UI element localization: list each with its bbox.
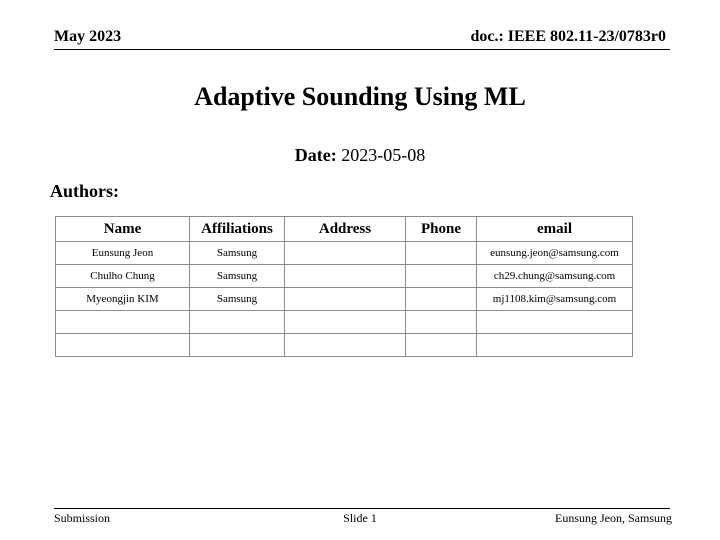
table-header-row (56, 217, 633, 242)
slide-title: Adaptive Sounding Using ML (194, 82, 526, 111)
cell-address (285, 265, 406, 288)
header-doc-id: doc.: IEEE 802.11-23/0783r0 (470, 28, 666, 45)
column-header-address: Address (285, 217, 406, 242)
cell-phone (406, 334, 477, 357)
cell-affiliation (190, 311, 285, 334)
cell-name (56, 334, 190, 357)
footer-slide-number: Slide 1 (343, 511, 377, 525)
table-row (56, 288, 633, 311)
cell-email: eunsung.jeon@samsung.com (477, 242, 633, 265)
table-row (56, 311, 633, 334)
cell-address (285, 311, 406, 334)
cell-address (285, 242, 406, 265)
cell-name (56, 311, 190, 334)
footer-author: Eunsung Jeon, Samsung (555, 511, 672, 525)
cell-name: Myeongjin KIM (56, 288, 190, 311)
date-label: Date: (294, 145, 337, 165)
column-header-name: Name (56, 217, 190, 242)
authors-heading: Authors: (50, 181, 120, 201)
authors-table (55, 216, 633, 357)
column-header-email: email (477, 217, 633, 242)
footer-divider (54, 508, 670, 509)
date-value: 2023-05-08 (341, 145, 426, 165)
column-header-affiliations: Affiliations (190, 217, 285, 242)
cell-affiliation: Samsung (190, 242, 285, 265)
cell-name: Chulho Chung (56, 265, 190, 288)
cell-address (285, 288, 406, 311)
table-row (56, 265, 633, 288)
cell-affiliation: Samsung (190, 288, 285, 311)
cell-affiliation (190, 334, 285, 357)
cell-phone (406, 288, 477, 311)
cell-phone (406, 265, 477, 288)
cell-affiliation: Samsung (190, 265, 285, 288)
date-line (0, 145, 720, 166)
header-divider (54, 49, 670, 50)
cell-phone (406, 311, 477, 334)
column-header-phone: Phone (406, 217, 477, 242)
header-date: May 2023 (54, 28, 122, 45)
cell-email: ch29.chung@samsung.com (477, 265, 633, 288)
cell-email: mj1108.kim@samsung.com (477, 288, 633, 311)
footer-submission: Submission (54, 511, 111, 525)
cell-email (477, 311, 633, 334)
table-row (56, 242, 633, 265)
table-row (56, 334, 633, 357)
cell-name: Eunsung Jeon (56, 242, 190, 265)
cell-email (477, 334, 633, 357)
cell-address (285, 334, 406, 357)
cell-phone (406, 242, 477, 265)
